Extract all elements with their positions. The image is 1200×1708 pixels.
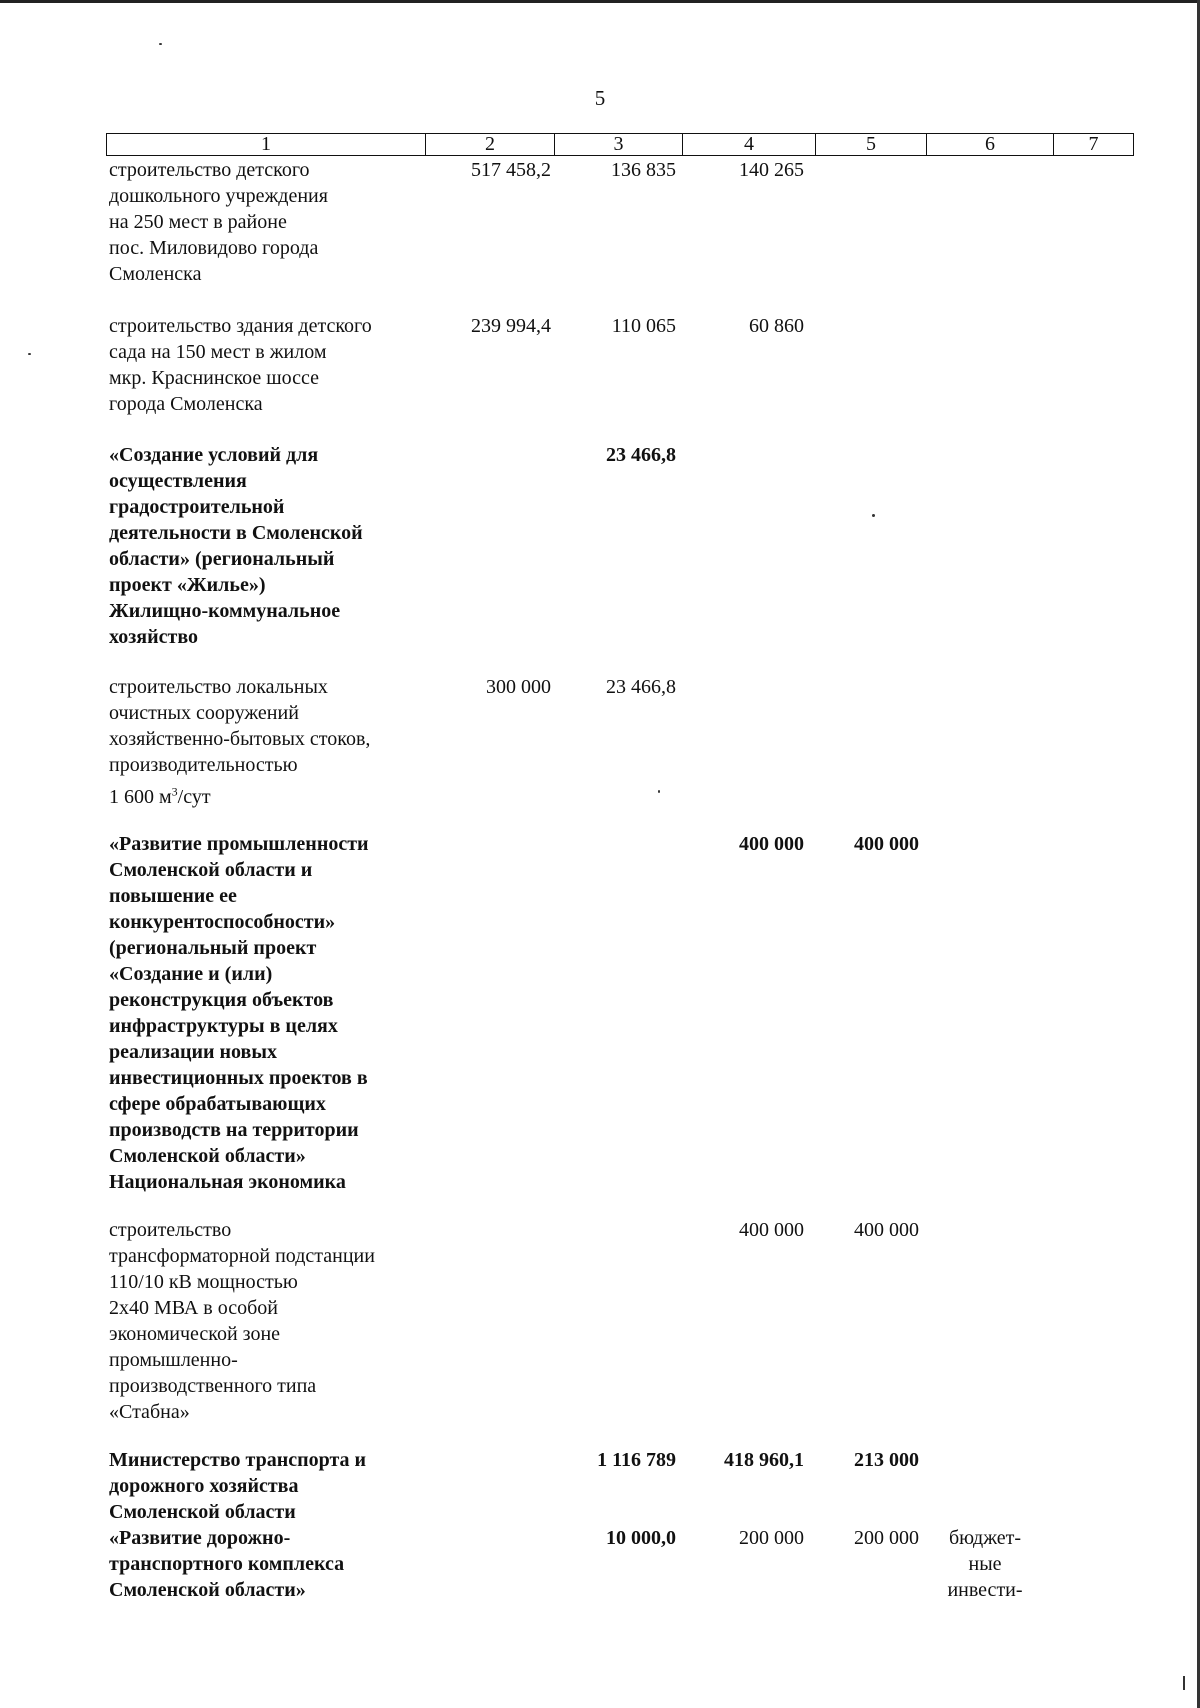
header-cell: 3 bbox=[555, 134, 683, 155]
row-label: строительство трансформаторной подстанции 110/10 кВ мощностью 2х40 МВА в особой экономической зоне промышленно- производственного типа «Стабна» bbox=[109, 1219, 375, 1423]
scan-speck bbox=[159, 43, 162, 45]
ministry-label: Министерство транспорта и дорожного хозяйства Смоленской области bbox=[109, 1449, 367, 1523]
cell-col4: 400 000 bbox=[739, 1219, 804, 1241]
cell-col4: 60 860 bbox=[749, 315, 804, 337]
table-header bbox=[106, 133, 1134, 156]
header-cell: 1 bbox=[107, 134, 426, 155]
scan-edge-top bbox=[0, 0, 1200, 3]
cell-col4: 200 000 bbox=[739, 1527, 804, 1549]
cell-col3: 136 835 bbox=[611, 159, 676, 181]
cell-col3: 23 466,8 bbox=[606, 444, 676, 466]
scan-speck bbox=[1183, 1676, 1185, 1690]
unit-text: 1 600 $м^3$/сут bbox=[109, 784, 211, 808]
page-number: 5 bbox=[594, 86, 606, 110]
header-cell: 7 bbox=[1088, 133, 1099, 155]
header-cell: 5 bbox=[816, 134, 927, 155]
cell-col5: 200 000 bbox=[854, 1527, 919, 1549]
row-label: строительство детского дошкольного учреждения на 250 мест в районе пос. Миловидово города Смоленска bbox=[109, 159, 328, 285]
scan-speck bbox=[872, 514, 875, 517]
cell-col4: 418 960,1 bbox=[724, 1449, 804, 1471]
cell-col5: 400 000 bbox=[854, 1219, 919, 1241]
cell-col3: 23 466,8 bbox=[606, 676, 676, 698]
cell-col3: 1 116 789 bbox=[597, 1449, 676, 1471]
cell-col4: 400 000 bbox=[739, 833, 804, 855]
cell-col2: 517 458,2 bbox=[471, 159, 551, 181]
section-label: «Развитие дорожно- транспортного комплекса Смоленской области» bbox=[109, 1527, 345, 1601]
header-cell: 2 bbox=[426, 134, 555, 155]
header-cell: 4 bbox=[683, 134, 816, 155]
scan-speck bbox=[658, 790, 660, 793]
cell-col3: 10 000,0 bbox=[606, 1527, 676, 1549]
row-label: строительство здания детского сада на 150 мест в жилом мкр. Краснинское шоссе города Смоленска bbox=[109, 315, 372, 415]
cell-col3: 110 065 bbox=[611, 315, 676, 337]
cell-col2: 300 000 bbox=[486, 676, 551, 698]
section-label: «Создание условий для осуществления градостроительной деятельности в Смоленской области» (региональный проект «Жилье») Жилищно-коммунальное хозяйство bbox=[109, 444, 363, 648]
cell-col5: 213 000 bbox=[854, 1449, 919, 1471]
section-label: «Развитие промышленности Смоленской области и повышение ее конкурентоспособности» (региональный проект «Создание и (или) реконструкция объектов инфраструктуры в целях реализации новых инвестиционных проектов в сфере обрабатывающих производств на территории Смоленской области» Национальная экономика bbox=[109, 833, 369, 1193]
scan-speck bbox=[28, 353, 31, 355]
cell-col5: 400 000 bbox=[854, 833, 919, 855]
cell-col2: 239 994,4 bbox=[471, 315, 551, 337]
cell-col4: 140 265 bbox=[739, 159, 804, 181]
row-label: строительство локальных очистных сооружений хозяйственно-бытовых стоков, производительностью 1 600 $м^3$/сут bbox=[109, 676, 371, 808]
cell-col6: бюджет- ные инвести- bbox=[947, 1527, 1023, 1601]
header-cell: 6 bbox=[927, 134, 1054, 155]
